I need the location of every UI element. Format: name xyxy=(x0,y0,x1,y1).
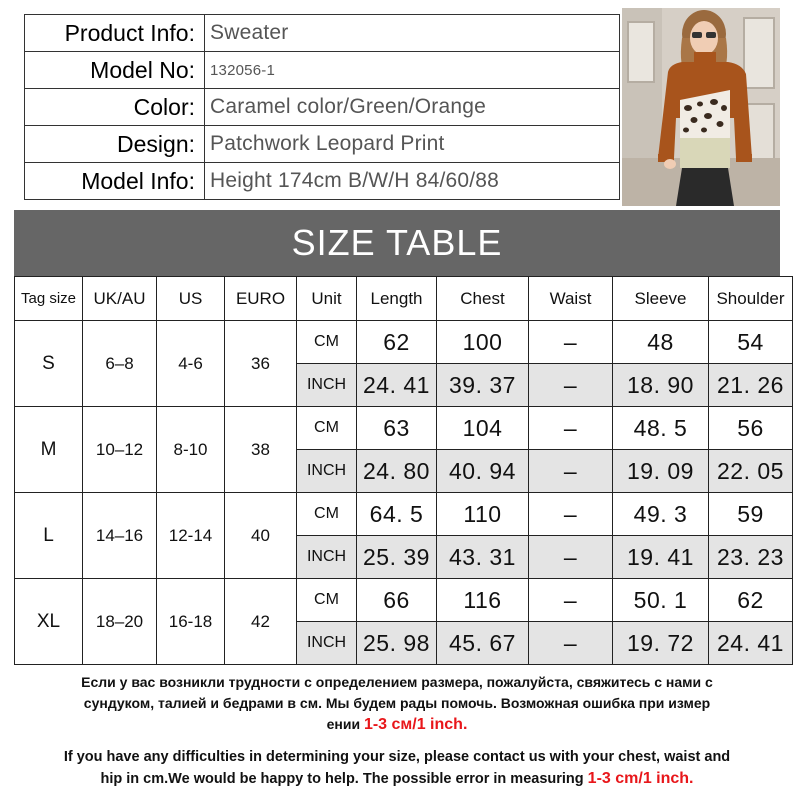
unit-cell: CM xyxy=(297,321,357,364)
tag-size-cell: XL xyxy=(15,579,83,665)
uk-cell: 6–8 xyxy=(83,321,157,407)
info-row xyxy=(25,89,620,126)
tag-size-cell: S xyxy=(15,321,83,407)
shoulder-cell: 59 xyxy=(709,493,793,536)
us-cell: 16-18 xyxy=(157,579,225,665)
tag-size-cell: M xyxy=(15,407,83,493)
length-cell: 25. 98 xyxy=(357,622,437,665)
length-cell: 24. 80 xyxy=(357,450,437,493)
chest-cell: 100 xyxy=(437,321,529,364)
note-en-line: If you have any difficulties in determining your size, please contact us with your chest, waist and xyxy=(63,749,731,765)
info-label: Model Info: xyxy=(25,163,205,200)
euro-cell: 42 xyxy=(225,579,297,665)
header-shoulder: Shoulder xyxy=(709,277,793,321)
chest-cell: 45. 67 xyxy=(437,622,529,665)
chest-cell: 39. 37 xyxy=(437,364,529,407)
waist-cell: – xyxy=(529,407,613,450)
us-cell: 4-6 xyxy=(157,321,225,407)
info-value: Caramel color/Green/Orange xyxy=(205,89,620,126)
shoulder-cell: 54 xyxy=(709,321,793,364)
table-row xyxy=(15,321,793,364)
sleeve-cell: 18. 90 xyxy=(613,364,709,407)
note-en-text: hip in cm.We would be happy to help. The possible error in measuring xyxy=(100,771,588,787)
chest-cell: 116 xyxy=(437,579,529,622)
header-unit: Unit xyxy=(297,277,357,321)
uk-cell: 18–20 xyxy=(83,579,157,665)
length-cell: 66 xyxy=(357,579,437,622)
waist-cell: – xyxy=(529,450,613,493)
info-value: Sweater xyxy=(205,15,620,52)
info-label: Design: xyxy=(25,126,205,163)
sleeve-cell: 19. 41 xyxy=(613,536,709,579)
sleeve-cell: 19. 09 xyxy=(613,450,709,493)
unit-cell: CM xyxy=(297,407,357,450)
sleeve-cell: 48. 5 xyxy=(613,407,709,450)
euro-cell: 40 xyxy=(225,493,297,579)
sleeve-cell: 50. 1 xyxy=(613,579,709,622)
info-row xyxy=(25,126,620,163)
size-table-header-row xyxy=(15,277,793,321)
note-english xyxy=(14,746,780,790)
note-ru-line: Если у вас возникли трудности с определением размера, пожалуйста, свяжитесь с нами с xyxy=(81,674,713,690)
header-chest: Chest xyxy=(437,277,529,321)
shoulder-cell: 56 xyxy=(709,407,793,450)
length-cell: 25. 39 xyxy=(357,536,437,579)
us-cell: 8-10 xyxy=(157,407,225,493)
us-cell: 12-14 xyxy=(157,493,225,579)
uk-cell: 14–16 xyxy=(83,493,157,579)
note-ru-error: 1-3 см/1 inch. xyxy=(363,716,468,733)
info-row xyxy=(25,52,620,89)
header-waist: Waist xyxy=(529,277,613,321)
unit-cell: INCH xyxy=(297,450,357,493)
info-label: Color: xyxy=(25,89,205,126)
header-us: US xyxy=(157,277,225,321)
table-row xyxy=(15,493,793,536)
length-cell: 62 xyxy=(357,321,437,364)
note-ru-text: ении xyxy=(326,716,364,732)
length-cell: 64. 5 xyxy=(357,493,437,536)
shoulder-cell: 23. 23 xyxy=(709,536,793,579)
note-russian xyxy=(14,672,780,735)
unit-cell: INCH xyxy=(297,364,357,407)
shoulder-cell: 22. 05 xyxy=(709,450,793,493)
chest-cell: 43. 31 xyxy=(437,536,529,579)
sleeve-cell: 19. 72 xyxy=(613,622,709,665)
info-value: Patchwork Leopard Print xyxy=(205,126,620,163)
unit-cell: INCH xyxy=(297,622,357,665)
waist-cell: – xyxy=(529,493,613,536)
size-table xyxy=(14,276,793,665)
waist-cell: – xyxy=(529,536,613,579)
unit-cell: CM xyxy=(297,579,357,622)
unit-cell: CM xyxy=(297,493,357,536)
uk-cell: 10–12 xyxy=(83,407,157,493)
euro-cell: 38 xyxy=(225,407,297,493)
note-en-error: 1-3 cm/1 inch. xyxy=(587,770,694,787)
waist-cell: – xyxy=(529,364,613,407)
header-uk: UK/AU xyxy=(83,277,157,321)
header-tag-size: Tag size xyxy=(15,277,83,321)
header-euro: EURO xyxy=(225,277,297,321)
chest-cell: 40. 94 xyxy=(437,450,529,493)
product-info-table xyxy=(24,14,620,200)
info-row xyxy=(25,163,620,200)
waist-cell: – xyxy=(529,321,613,364)
waist-cell: – xyxy=(529,579,613,622)
note-en-line xyxy=(14,768,780,790)
info-value: 132056-1 xyxy=(205,52,620,89)
info-label: Product Info: xyxy=(25,15,205,52)
sleeve-cell: 49. 3 xyxy=(613,493,709,536)
euro-cell: 36 xyxy=(225,321,297,407)
shoulder-cell: 24. 41 xyxy=(709,622,793,665)
length-cell: 24. 41 xyxy=(357,364,437,407)
unit-cell: INCH xyxy=(297,536,357,579)
note-ru-line: сундуком, талией и бедрами в см. Мы будем рады помочь. Возможная ошибка при измер xyxy=(83,695,711,711)
chest-cell: 110 xyxy=(437,493,529,536)
shoulder-cell: 21. 26 xyxy=(709,364,793,407)
chest-cell: 104 xyxy=(437,407,529,450)
info-label: Model No: xyxy=(25,52,205,89)
model-photo-icon xyxy=(622,8,780,206)
header-sleeve: Sleeve xyxy=(613,277,709,321)
table-row xyxy=(15,579,793,622)
note-ru-line xyxy=(14,714,780,735)
waist-cell: – xyxy=(529,622,613,665)
table-row xyxy=(15,407,793,450)
tag-size-cell: L xyxy=(15,493,83,579)
length-cell: 63 xyxy=(357,407,437,450)
sleeve-cell: 48 xyxy=(613,321,709,364)
size-table-title: SIZE TABLE xyxy=(14,210,780,276)
model-photo xyxy=(622,8,780,206)
info-row xyxy=(25,15,620,52)
info-value: Height 174cm B/W/H 84/60/88 xyxy=(205,163,620,200)
shoulder-cell: 62 xyxy=(709,579,793,622)
header-length: Length xyxy=(357,277,437,321)
